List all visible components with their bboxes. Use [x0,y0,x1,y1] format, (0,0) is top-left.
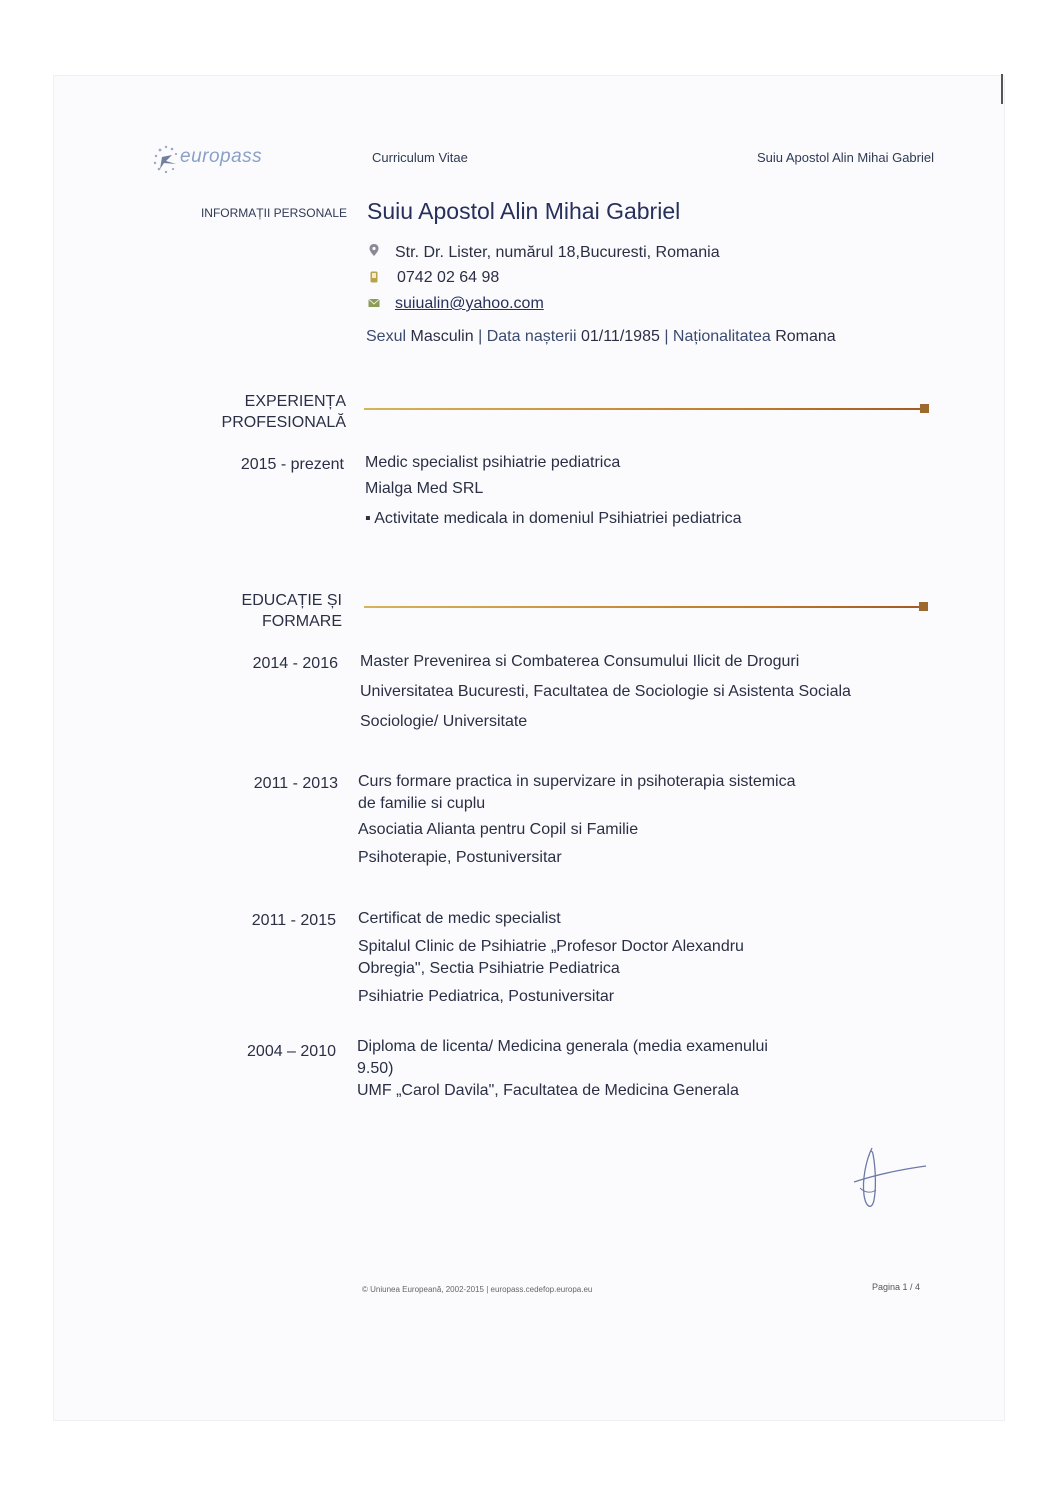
education-field-1: Sociologie/ Universitate [360,713,528,730]
education-date-1: 2014 - 2016 [252,655,338,672]
education-title-1: Master Prevenirea si Combaterea Consumului Ilicit de Droguri [360,653,800,670]
person-name: Suiu Apostol Alin Mihai Gabriel [367,198,681,224]
job-position: Medic specialist psihiatrie pediatrica [365,454,621,471]
handwritten-signature [842,1140,934,1220]
education-title-3: Certificat de medic specialist [358,910,561,927]
education-entry-2 [358,771,796,869]
header-name: Suiu Apostol Alin Mihai Gabriel [756,150,934,165]
document-type: Curriculum Vitae [372,150,468,165]
experience-title [222,391,346,433]
separator: | [478,328,487,345]
education-institution-3-line1: Spitalul Clinic de Psihiatrie „Profesor Doctor Alexandru [358,938,744,955]
logo-text: europass [180,146,263,167]
education-institution-4: UMF „Carol Davila", Facultatea de Medicina Generala [357,1082,739,1099]
education-rule [364,606,919,608]
nationality-label: Naționalitatea [672,328,771,345]
email-link[interactable]: suiualin@yahoo.com [395,295,544,312]
sex-label: Sexul [366,328,407,345]
education-title-line2: FORMARE [262,613,342,630]
education-entry-1 [360,651,851,733]
education-title-2-line2: de familie si cuplu [358,795,486,812]
education-title-2-line1: Curs formare practica in supervizare in psihoterapia sistemica [358,773,796,790]
phone-icon [368,271,380,283]
education-date-3: 2011 - 2015 [251,912,336,929]
experience-date: 2015 - prezent [240,456,344,473]
experience-title-line2: PROFESIONALĂ [221,414,346,431]
birth-label: Data nașterii [486,328,577,345]
europass-logo [150,142,280,178]
education-entry-3 [358,908,744,1008]
education-entry-4 [357,1036,768,1102]
education-institution-1: Universitatea Bucuresti, Facultatea de Sociologie si Asistenta Sociala [360,683,851,700]
experience-rule-end [920,404,929,413]
experience-rule [364,408,920,410]
experience-entry [365,452,742,530]
personal-details [366,328,836,346]
job-activity: ▪ Activitate medicala in domeniul Psihiatriei pediatrica [365,510,742,527]
education-date-2: 2011 - 2013 [253,775,338,792]
nationality-value: Romana [775,328,836,345]
experience-title-line1: EXPERIENȚA [244,393,346,410]
education-institution-2: Asociatia Alianta pentru Copil si Familie [358,821,639,838]
education-title-line1: EDUCAȚIE ȘI [241,592,342,609]
education-title [242,590,342,632]
separator: | [664,328,673,345]
education-field-2: Psihoterapie, Postuniversitar [358,849,562,866]
scan-edge [1001,74,1003,104]
employer: Mialga Med SRL [365,480,484,497]
birth-value: 01/11/1985 [580,328,660,345]
personal-info-label: INFORMAȚII PERSONALE [200,206,347,220]
education-title-4-line1: Diploma de licenta/ Medicina generala (media examenului [357,1038,768,1055]
sex-value: Masculin [410,328,474,345]
education-institution-3-line2: Obregia", Sectia Psihiatrie Pediatrica [358,960,620,977]
phone-number: 0742 02 64 98 [397,269,500,286]
education-field-3: Psihiatrie Pediatrica, Postuniversitar [358,988,615,1005]
education-rule-end [919,602,928,611]
email-icon [368,297,380,309]
page-number: Pagina 1 / 4 [872,1282,921,1292]
education-title-4-line2: 9.50) [357,1060,394,1077]
location-icon [368,244,380,256]
footer-copyright: © Uniunea Europeană, 2002-2015 | europass.cedefop.europa.eu [362,1285,593,1294]
education-date-4: 2004 – 2010 [247,1043,336,1060]
address: Str. Dr. Lister, numărul 18,Bucuresti, Romania [395,244,720,261]
